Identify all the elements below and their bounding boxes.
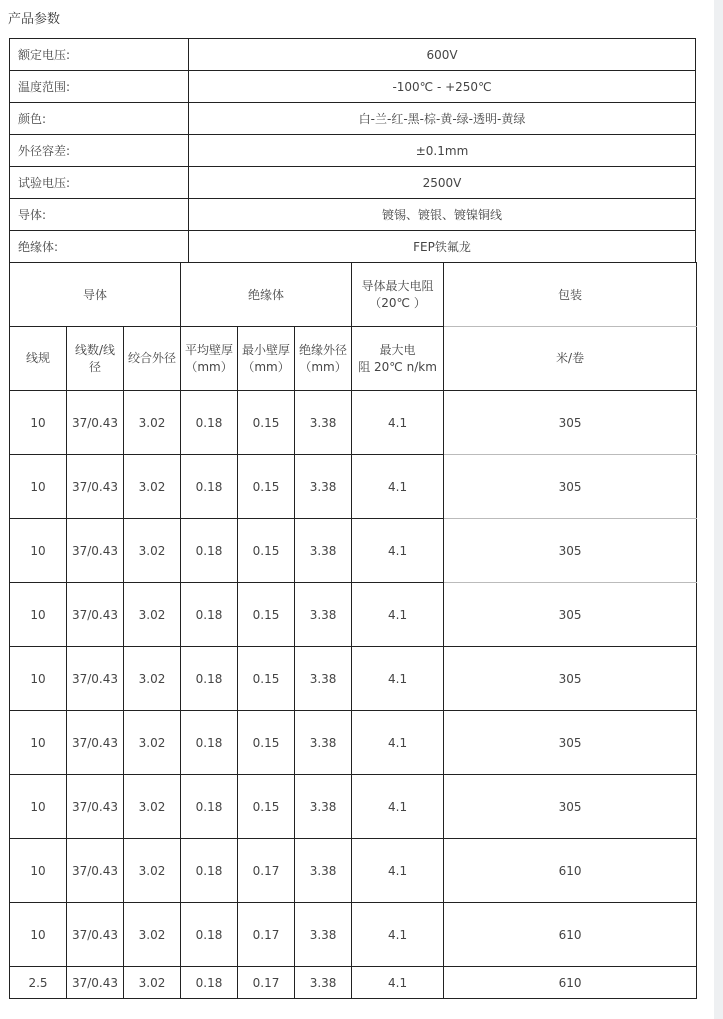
header-max-res-sub bbox=[352, 327, 444, 391]
cell-packaging: 610 bbox=[444, 839, 697, 903]
cell-insulation-od: 3.38 bbox=[295, 711, 352, 775]
header-strands-line2: 径 bbox=[88, 359, 101, 374]
header-max-res-sub-line2: 阻 20℃ n/km bbox=[358, 359, 437, 374]
cell-strands: 37/0.43 bbox=[67, 839, 124, 903]
cell-insulation-od: 3.38 bbox=[295, 647, 352, 711]
header-avg-wall-line2: （mm） bbox=[185, 359, 233, 374]
cell-min-wall: 0.15 bbox=[238, 711, 295, 775]
cell-gauge: 10 bbox=[10, 903, 67, 967]
header-strands bbox=[67, 327, 124, 391]
cell-stranded-od: 3.02 bbox=[124, 583, 181, 647]
cell-max-resistance: 4.1 bbox=[352, 583, 444, 647]
spec-row bbox=[10, 71, 696, 103]
header-conductor: 导体 bbox=[10, 263, 181, 327]
product-table bbox=[9, 262, 697, 999]
cell-packaging: 610 bbox=[444, 903, 697, 967]
spec-value: ±0.1mm bbox=[189, 135, 696, 167]
cell-packaging: 610 bbox=[444, 967, 697, 999]
table-row bbox=[10, 839, 697, 903]
cell-stranded-od: 3.02 bbox=[124, 711, 181, 775]
spec-label: 试验电压: bbox=[10, 167, 189, 199]
spec-row bbox=[10, 135, 696, 167]
header-strands-line1: 线数/线 bbox=[74, 342, 116, 357]
table-row bbox=[10, 455, 697, 519]
cell-insulation-od: 3.38 bbox=[295, 903, 352, 967]
spec-label: 绝缘体: bbox=[10, 231, 189, 263]
table-header-row bbox=[10, 263, 697, 327]
cell-gauge: 10 bbox=[10, 775, 67, 839]
cell-gauge: 10 bbox=[10, 647, 67, 711]
cell-avg-wall: 0.18 bbox=[181, 967, 238, 999]
cell-max-resistance: 4.1 bbox=[352, 967, 444, 999]
cell-packaging: 305 bbox=[444, 647, 697, 711]
cell-insulation-od: 3.38 bbox=[295, 391, 352, 455]
cell-avg-wall: 0.18 bbox=[181, 903, 238, 967]
spec-value: FEP铁氟龙 bbox=[189, 231, 696, 263]
spec-row bbox=[10, 39, 696, 71]
header-max-resistance-line2: （20℃ ） bbox=[369, 295, 426, 310]
cell-max-resistance: 4.1 bbox=[352, 839, 444, 903]
cell-packaging: 305 bbox=[444, 455, 697, 519]
header-insulation: 绝缘体 bbox=[181, 263, 352, 327]
cell-max-resistance: 4.1 bbox=[352, 711, 444, 775]
cell-stranded-od: 3.02 bbox=[124, 967, 181, 999]
cell-min-wall: 0.17 bbox=[238, 967, 295, 999]
cell-strands: 37/0.43 bbox=[67, 391, 124, 455]
spec-label: 额定电压: bbox=[10, 39, 189, 71]
section-title: 产品参数 bbox=[8, 12, 61, 27]
cell-stranded-od: 3.02 bbox=[124, 391, 181, 455]
cell-insulation-od: 3.38 bbox=[295, 967, 352, 999]
cell-avg-wall: 0.18 bbox=[181, 839, 238, 903]
header-min-wall-line1: 最小壁厚 bbox=[242, 342, 291, 357]
table-subheader-row bbox=[10, 327, 697, 391]
cell-avg-wall: 0.18 bbox=[181, 775, 238, 839]
header-pack-unit: 米/卷 bbox=[444, 327, 697, 391]
cell-insulation-od: 3.38 bbox=[295, 775, 352, 839]
cell-stranded-od: 3.02 bbox=[124, 903, 181, 967]
cell-gauge: 10 bbox=[10, 839, 67, 903]
spec-value: 2500V bbox=[189, 167, 696, 199]
cell-stranded-od: 3.02 bbox=[124, 647, 181, 711]
cell-gauge: 10 bbox=[10, 583, 67, 647]
cell-avg-wall: 0.18 bbox=[181, 711, 238, 775]
cell-gauge: 10 bbox=[10, 391, 67, 455]
cell-packaging: 305 bbox=[444, 391, 697, 455]
cell-stranded-od: 3.02 bbox=[124, 455, 181, 519]
table-row bbox=[10, 647, 697, 711]
cell-strands: 37/0.43 bbox=[67, 711, 124, 775]
header-stranded-od: 绞合外径 bbox=[124, 327, 181, 391]
cell-max-resistance: 4.1 bbox=[352, 391, 444, 455]
spec-value: 镀锡、镀银、镀镍铜线 bbox=[189, 199, 696, 231]
header-max-resistance-line1: 导体最大电阻 bbox=[361, 278, 434, 293]
spec-row bbox=[10, 103, 696, 135]
cell-packaging: 305 bbox=[444, 583, 697, 647]
header-min-wall bbox=[238, 327, 295, 391]
table-row bbox=[10, 967, 697, 999]
spec-value: 白-兰-红-黑-棕-黄-绿-透明-黄绿 bbox=[189, 103, 696, 135]
header-insulation-od-line1: 绝缘外径 bbox=[299, 342, 348, 357]
cell-min-wall: 0.17 bbox=[238, 903, 295, 967]
cell-max-resistance: 4.1 bbox=[352, 455, 444, 519]
cell-max-resistance: 4.1 bbox=[352, 903, 444, 967]
cell-avg-wall: 0.18 bbox=[181, 455, 238, 519]
header-insulation-od-line2: （mm） bbox=[299, 359, 347, 374]
scrollbar-track[interactable] bbox=[714, 0, 723, 1019]
cell-insulation-od: 3.38 bbox=[295, 583, 352, 647]
cell-avg-wall: 0.18 bbox=[181, 391, 238, 455]
cell-strands: 37/0.43 bbox=[67, 519, 124, 583]
header-max-resistance bbox=[352, 263, 444, 327]
spec-value: -100℃ - +250℃ bbox=[189, 71, 696, 103]
cell-min-wall: 0.17 bbox=[238, 839, 295, 903]
cell-packaging: 305 bbox=[444, 711, 697, 775]
table-row bbox=[10, 903, 697, 967]
header-max-res-sub-line1: 最大电 bbox=[379, 342, 416, 357]
cell-min-wall: 0.15 bbox=[238, 647, 295, 711]
table-row bbox=[10, 583, 697, 647]
cell-insulation-od: 3.38 bbox=[295, 519, 352, 583]
cell-gauge: 2.5 bbox=[10, 967, 67, 999]
cell-min-wall: 0.15 bbox=[238, 775, 295, 839]
table-row bbox=[10, 391, 697, 455]
spec-value: 600V bbox=[189, 39, 696, 71]
spec-row bbox=[10, 167, 696, 199]
table-row bbox=[10, 775, 697, 839]
cell-avg-wall: 0.18 bbox=[181, 519, 238, 583]
cell-stranded-od: 3.02 bbox=[124, 775, 181, 839]
spec-label: 外径容差: bbox=[10, 135, 189, 167]
header-packaging: 包装 bbox=[444, 263, 697, 327]
table-row bbox=[10, 711, 697, 775]
spec-row bbox=[10, 231, 696, 263]
cell-strands: 37/0.43 bbox=[67, 903, 124, 967]
header-insulation-od bbox=[295, 327, 352, 391]
cell-min-wall: 0.15 bbox=[238, 455, 295, 519]
cell-stranded-od: 3.02 bbox=[124, 839, 181, 903]
header-avg-wall bbox=[181, 327, 238, 391]
cell-min-wall: 0.15 bbox=[238, 519, 295, 583]
spec-label: 导体: bbox=[10, 199, 189, 231]
cell-gauge: 10 bbox=[10, 519, 67, 583]
cell-strands: 37/0.43 bbox=[67, 967, 124, 999]
spec-row bbox=[10, 199, 696, 231]
cell-packaging: 305 bbox=[444, 519, 697, 583]
cell-avg-wall: 0.18 bbox=[181, 647, 238, 711]
cell-strands: 37/0.43 bbox=[67, 455, 124, 519]
cell-avg-wall: 0.18 bbox=[181, 583, 238, 647]
cell-gauge: 10 bbox=[10, 455, 67, 519]
cell-stranded-od: 3.02 bbox=[124, 519, 181, 583]
cell-gauge: 10 bbox=[10, 711, 67, 775]
cell-insulation-od: 3.38 bbox=[295, 839, 352, 903]
cell-strands: 37/0.43 bbox=[67, 583, 124, 647]
spec-table bbox=[9, 38, 696, 263]
cell-max-resistance: 4.1 bbox=[352, 519, 444, 583]
cell-max-resistance: 4.1 bbox=[352, 775, 444, 839]
header-gauge: 线规 bbox=[10, 327, 67, 391]
cell-strands: 37/0.43 bbox=[67, 647, 124, 711]
cell-max-resistance: 4.1 bbox=[352, 647, 444, 711]
header-min-wall-line2: （mm） bbox=[242, 359, 290, 374]
cell-min-wall: 0.15 bbox=[238, 391, 295, 455]
cell-insulation-od: 3.38 bbox=[295, 455, 352, 519]
cell-packaging: 305 bbox=[444, 775, 697, 839]
spec-label: 颜色: bbox=[10, 103, 189, 135]
cell-min-wall: 0.15 bbox=[238, 583, 295, 647]
cell-strands: 37/0.43 bbox=[67, 775, 124, 839]
header-avg-wall-line1: 平均壁厚 bbox=[185, 342, 234, 357]
spec-label: 温度范围: bbox=[10, 71, 189, 103]
table-row bbox=[10, 519, 697, 583]
